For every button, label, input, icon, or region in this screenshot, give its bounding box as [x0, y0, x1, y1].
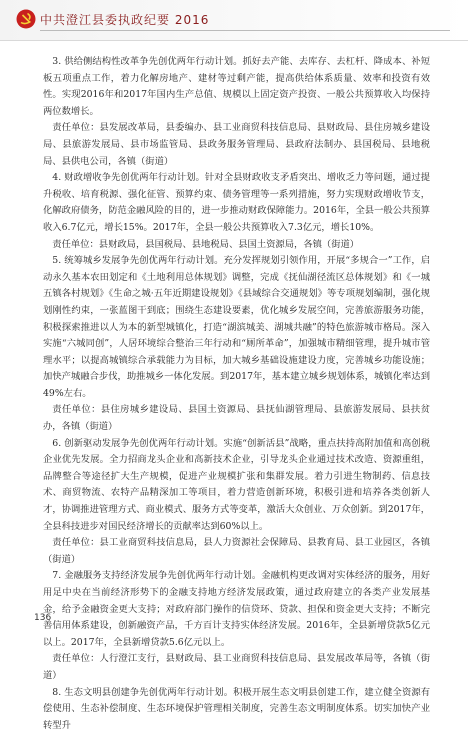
paragraph: 5. 统筹城乡发展争先创优两年行动计划。充分发挥规划引领作用，开展“多规合一”工作，启动永久基本农田划定和《土地利用总体规划》调整，完成《抚仙湖径流区总体规划》和《一城五镇各村规划》《生命之城·五年近期建设规划》《县域综合交通规划》等专项规划编制，强化规划刚性约束，一张蓝图干到底；围绕生态建设要素，优化城乡发展空间，完善旅游服务功能，积极探索推进以人为本的新型城镇化，打造“湖滨城美、湖城共融”的特色旅游城市格局。深入实施“六城同创”，人居环境综合整治三年行动和“厕所革命”，加强城市精细管理，提升城市管理水平；以提高城镇综合承载能力为目标，加大城乡基础设施建设力度，完善城乡功能设施；加快产城融合步伐，助推城乡一体化发展。到2017年，基本建立城乡规划体系，城镇化率达到49%左右。: [43, 255, 430, 399]
paragraph: 6. 创新驱动发展争先创优两年行动计划。实施“创新活县”战略，重点扶持高附加值和高创税企业优先发展。全力招商龙头企业和高新技术企业，引导龙头企业通过技术改造、资源重组，品牌整合等途径扩大生产规模，促进产业规模扩张和集群发展。着力引进生物制药、信息技术、商贸物流、农特产品精深加工等项目，着力营造创新环境，积极引进和培养各类创新人才，协调推进管理方式、商业模式、服务方式等变革，激活大众创业、万众创新。到2017年，全县科技进步对国民经济增长的贡献率达到60%以上。: [43, 437, 430, 532]
paragraph: 责任单位：县财政局，县国税局、县地税局、县国土资源局，各镇（街道）: [52, 238, 360, 250]
document-title: 中共澄江县委执政纪要 2016: [40, 13, 210, 27]
paragraph: 责任单位：人行澄江支行，县财政局、县工业商贸科技信息局、县发展改革局等，各镇（街道）: [43, 653, 430, 681]
paragraph: 7. 金融服务支持经济发展争先创优两年行动计划。金融机构更改调对实体经济的服务，用好用足中央在当前经济形势下的金融支持地方经济发展政策，通过政府建立的各类产业发展基金，给予金融资金更大支持；对政府部门操作的信贷环、贷款、担保和资金更大支持；不断完善信用体系建设，创新融资产品，千方百计支持实体经济发展。2016年，全县新增贷款5亿元以上。2017年，全县新增贷款5.6亿元以上。: [43, 570, 430, 648]
paragraph: 4. 财政增收争先创优两年行动计划。针对全县财政收支矛盾突出、增收乏力等问题，通过提升税收、培育税源、强化征管、预算约束、债务管理等一系列措施，努力实现财政增收节支，化解政府债务，防范金融风险的目的，进一步推动财政保障能力。2016年，全县一般公共预算收入6.7亿元，增长15%。2017年，全县一般公共预算收入7.3亿元，增长10%。: [43, 172, 430, 233]
paragraph: 3. 供给侧结构性改革争先创优两年行动计划。抓好去产能、去库存、去杠杆、降成本、补短板五项重点工作，着力化解房地产、建材等过剩产能，提高供给体系质量、效率和投资有效性。实现2016年和2017年国内生产总值、规模以上固定资产投资、一般公共预算收入均保持两位数增长。: [43, 56, 430, 117]
paragraph: 责任单位：县住房城乡建设局、县国土资源局、县抚仙湖管理局、县旅游发展局、县扶贫办，各镇（街道）: [43, 404, 430, 433]
header-divider: [40, 30, 450, 31]
page-number: 136: [34, 613, 52, 623]
paragraph: 责任单位：县工业商贸科技信息局，县人力资源社会保障局、县教育局、县工业园区，各镇（街道）: [43, 537, 430, 565]
paragraph: 8. 生态文明县创建争先创优两年行动计划。积极开展生态文明县创建工作，建立健全资源有偿使用、生态补偿制度、生态环境保护管理相关制度，完善生态文明制度体系。切实加快产业转型升: [43, 686, 430, 731]
paragraph: 责任单位：县发展改革局，县委编办、县工业商贸科技信息局、县财政局、县住房城乡建设局、县旅游发展局、县市场监管局、县政务服务管理局、县政府法制办、县国税局、县地税局、县供电公司，各镇（街道）: [43, 122, 430, 167]
page-header: [0, 0, 468, 58]
body-text: [43, 54, 430, 734]
party-emblem-icon: [16, 9, 36, 29]
